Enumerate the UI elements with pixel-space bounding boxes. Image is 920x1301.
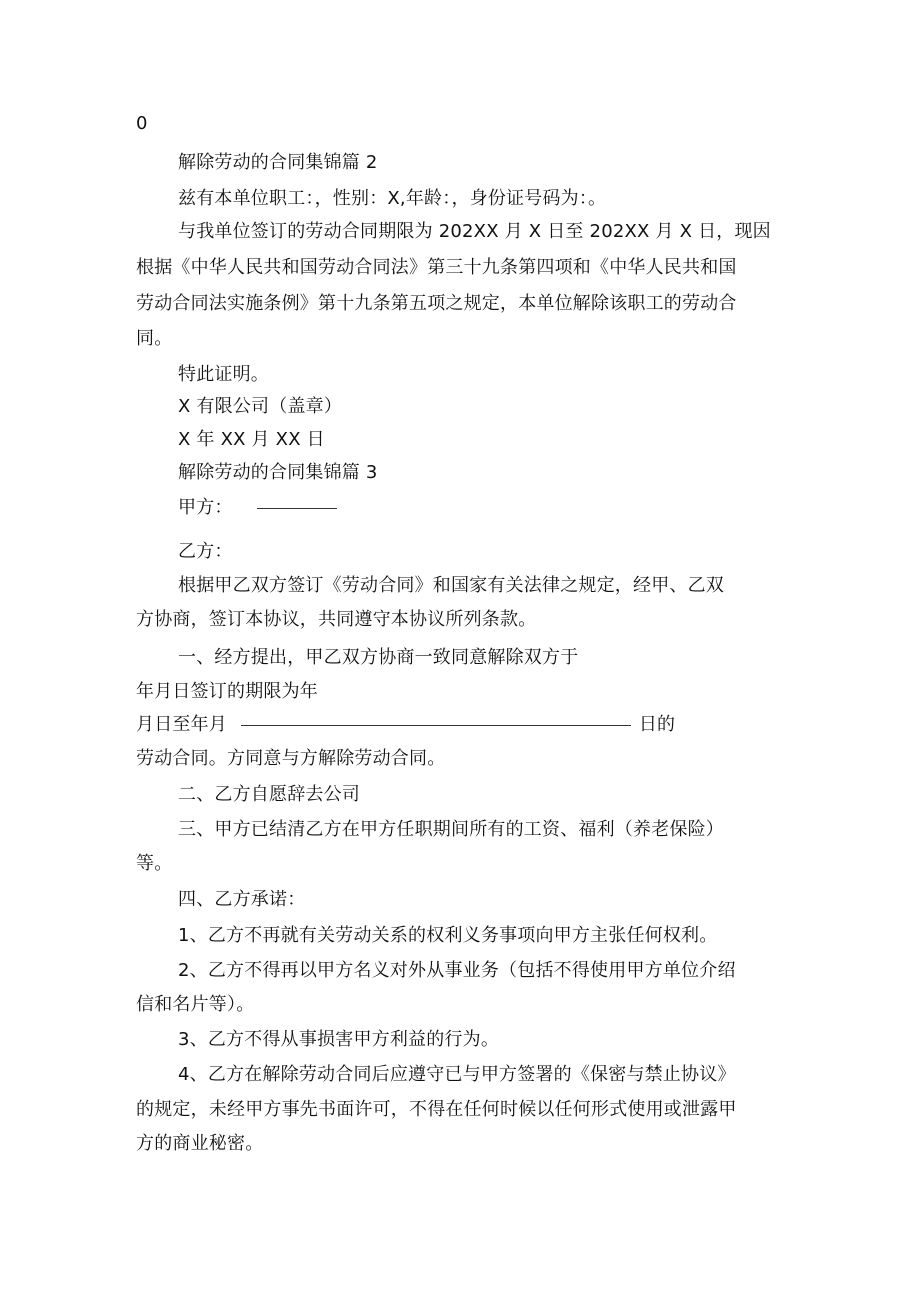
commitment-3-line: 3、乙方不得从事损害甲方利益的行为。 (178, 1029, 500, 1050)
item-1-line-3-start: 月日至年月 (136, 714, 227, 735)
item-3-line-2: 等。 (136, 853, 173, 874)
commitment-4-line-2: 的规定，未经甲方事先书面许可，不得在任何时候以任何形式使用或泄露甲 (136, 1099, 737, 1120)
contract-term-line-1: 与我单位签订的劳动合同期限为 202XX 月 X 日至 202XX 月 X 日，现因 (178, 221, 771, 242)
intro-line-2: 方协商，签订本协议，共同遵守本协议所列条款。 (136, 609, 537, 630)
employee-info-line: 兹有本单位职工：，性别：X,年龄：，身份证号码为：。 (178, 188, 607, 209)
commitment-4-line-3: 方的商业秘密。 (136, 1133, 264, 1154)
item-1-line-3-end: 日的 (638, 714, 676, 735)
section-3-title: 解除劳动的合同集锦篇 3 (178, 462, 378, 483)
contract-term-line-3: 劳动合同法实施条例》第十九条第五项之规定，本单位解除该职工的劳动合 (136, 293, 737, 314)
party-a-label: 甲方： (178, 497, 233, 518)
item-2-line: 二、乙方自愿辞去公司 (178, 784, 360, 805)
item-1-line-3 (0, 707, 920, 743)
party-b-line: 乙方： (178, 541, 233, 562)
date-line: X 年 XX 月 XX 日 (178, 429, 325, 450)
page-number: 0 (136, 113, 148, 134)
commitment-2-line-2: 信和名片等）。 (136, 994, 255, 1015)
commitment-1-line: 1、乙方不再就有关劳动关系的权利义务事项向甲方主张任何权利。 (178, 925, 718, 946)
commitment-4-line-1: 4、乙方在解除劳动合同后应遵守已与甲方签署的《保密与禁止协议》 (178, 1064, 736, 1085)
section-2-title: 解除劳动的合同集锦篇 2 (178, 152, 378, 173)
item-1-line-2: 年月日签订的期限为年 (136, 681, 318, 702)
contract-term-line-2: 根据《中华人民共和国劳动合同法》第三十九条第四项和《中华人民共和国 (136, 257, 737, 278)
term-blank (241, 724, 631, 726)
item-1-line-4: 劳动合同。方同意与方解除劳动合同。 (136, 748, 446, 769)
company-seal-line: X 有限公司（盖章） (178, 396, 343, 417)
item-1-line-1: 一、经方提出，甲乙双方协商一致同意解除双方于 (178, 647, 579, 668)
party-a-blank (257, 507, 337, 509)
item-4-line: 四、乙方承诺： (178, 889, 306, 910)
commitment-2-line-1: 2、乙方不得再以甲方名义对外从事业务（包括不得使用甲方单位介绍 (178, 960, 736, 981)
party-a-line (0, 490, 920, 526)
intro-line-1: 根据甲乙双方签订《劳动合同》和国家有关法律之规定，经甲、乙双 (178, 575, 724, 596)
certification-line: 特此证明。 (178, 364, 269, 385)
contract-term-line-4: 同。 (136, 328, 173, 349)
item-3-line-1: 三、甲方已结清乙方在甲方任职期间所有的工资、福利（养老保险） (178, 819, 724, 840)
